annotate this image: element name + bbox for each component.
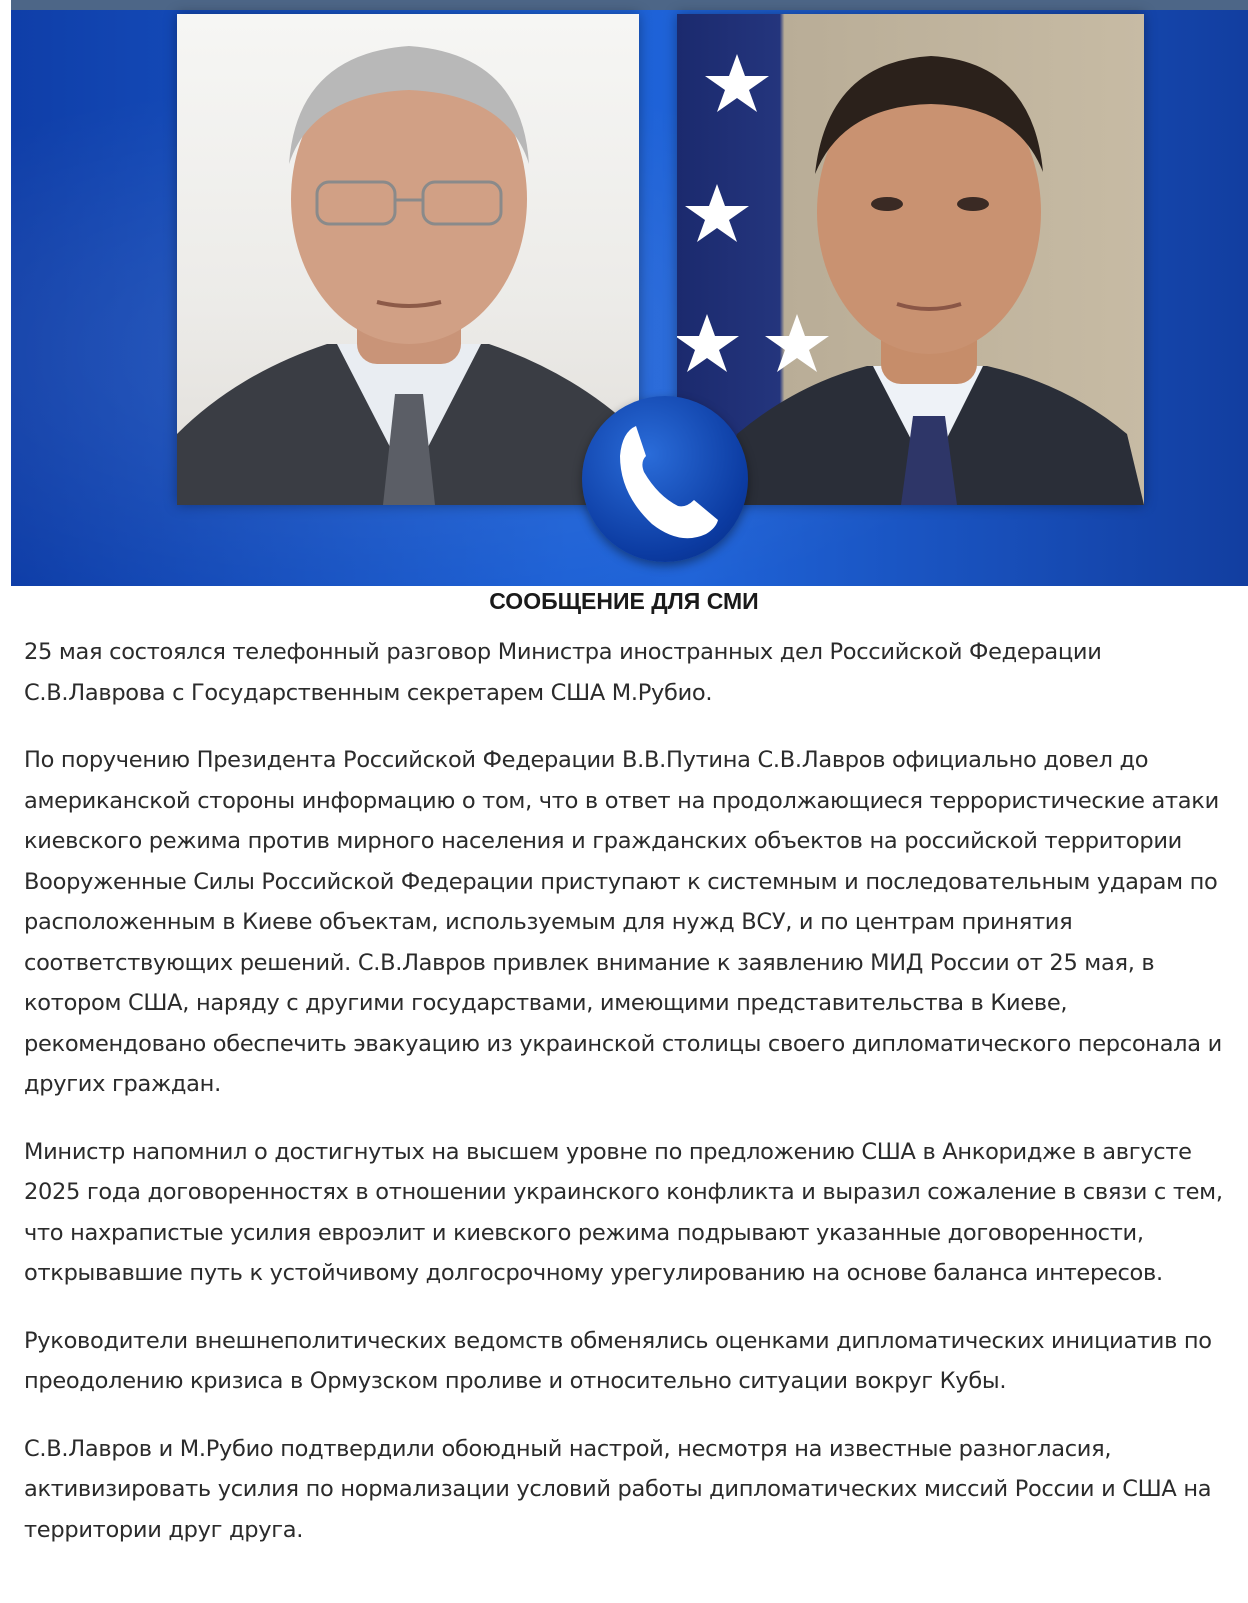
page-title: СООБЩЕНИЕ ДЛЯ СМИ [489,588,759,614]
phone-icon [582,396,748,562]
left-portrait-photo [177,14,639,505]
left-portrait-illustration [177,14,639,505]
paragraph: Министр напомнил о достигнутых на высшем уровне по предложению США в Анкоридже в августе 2025 года договоренностях в отношении украинского конфликта и выразил сожаление в связи с тем, что нахрапистые усилия евроэлит и киевского режима подрывают указанные договоренности, открывавшие путь к устойчивому долгосрочному урегулированию на основе баланса интересов. [24,1138,1223,1286]
paragraph: 25 мая состоялся телефонный разговор Министра иностранных дел Российской Федерации С.В.Лаврова с Государственным секретарем США М.Рубио. [24,639,1102,706]
article-body [24,632,1236,1577]
paragraph: По поручению Президента Российской Федерации В.В.Путина С.В.Лавров официально довел до американской стороны информацию о том, что в ответ на продолжающиеся террористические атаки киевского режима против мирного населения и гражданских объектов на российской территории Вооруженные Силы Российской Федерации приступают к системным и последовательным ударам по расположенным в Киеве объектам, используемым для нужд ВСУ, и по центрам принятия соответствующих решений. С.В.Лавров привлек внимание к заявлению МИД России от 25 мая, в котором США, наряду с другими государствами, имеющими представительства в Киеве, рекомендовано обеспечить эвакуацию из украинской столицы своего дипломатического персонала и других граждан. [24,747,1222,1097]
header-banner [11,0,1248,586]
phone-call-badge [582,396,748,562]
paragraph: С.В.Лавров и М.Рубио подтвердили обоюдный настрой, несмотря на известные разногласия, активизировать усилия по нормализации условий работы дипломатических миссий России и США на территории друг друга. [24,1435,1212,1543]
paragraph: Руководители внешнеполитических ведомств обменялись оценками дипломатических инициатив по преодолению кризиса в Ормузском проливе и относительно ситуации вокруг Кубы. [24,1327,1212,1394]
